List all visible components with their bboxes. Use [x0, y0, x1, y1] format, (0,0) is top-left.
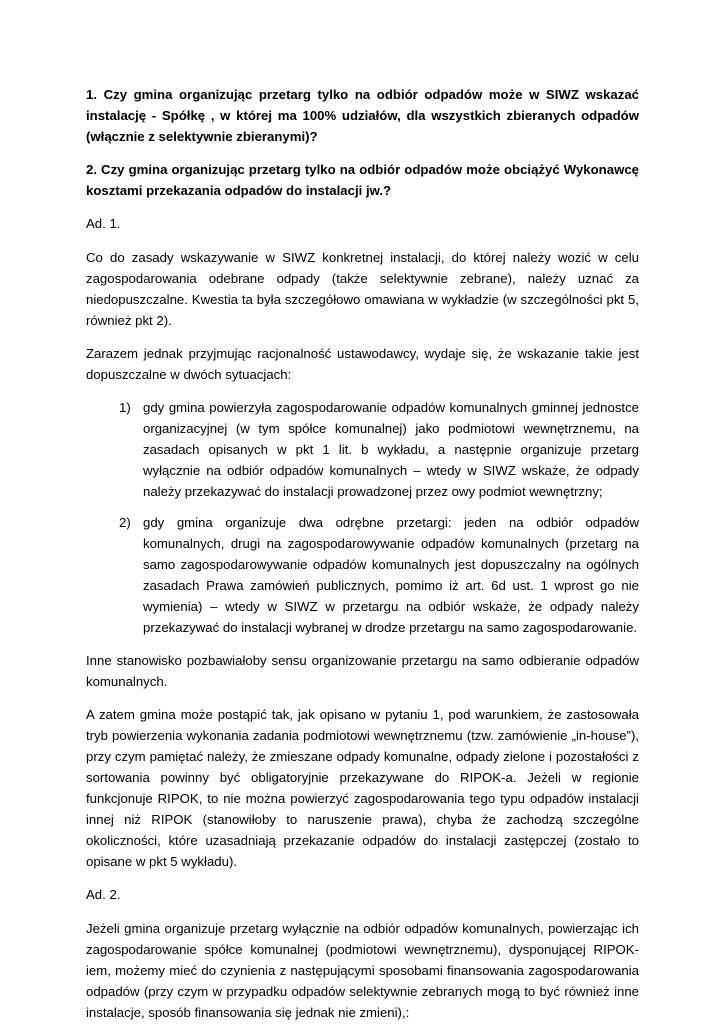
ad2-heading: Ad. 2.	[86, 887, 121, 902]
ad1-paragraph-4: A zatem gmina może postąpić tak, jak opisano w pytaniu 1, pod warunkiem, że zastosowała tryb powierzenia wykonania zadania podmiotowi wewnętrznemu (tzw. zamówienie „in-house”), przy czym pamiętać należy, że zmieszane odpady komunalne, odpady zielone i pozostałości z sortowania powinny być obligatoryjnie przekazywane do RIPOK-a. Jeżeli w regionie funkcjonuje RIPOK, to nie można powierzyć zagospodarowania tego typu odpadów instalacji innej niż RIPOK (stanowiłoby to naruszenie prawa), chyba że zachodzą szczególne okoliczności, które uzasadniają przekazanie odpadów do instalacji zastępczej (zostało to opisane w pkt 5 wykładu).	[86, 707, 639, 869]
ad1-paragraph-3: Inne stanowisko pozbawiałoby sensu organizowanie przetargu na samo odbieranie odpadów komunalnych.	[86, 653, 639, 689]
ad1-paragraph-2: Zarazem jednak przyjmując racjonalność ustawodawcy, wydaje się, że wskazanie takie jest dopuszczalne w dwóch sytuacjach:	[86, 346, 639, 382]
question-1: 1. Czy gmina organizując przetarg tylko na odbiór odpadów może w SIWZ wskazać instalację - Spółkę , w której ma 100% udziałów, dla wszystkich zbieranych odpadów (włącznie z selektywnie zbieranymi)?	[86, 87, 639, 144]
list-item	[119, 397, 639, 502]
list-item-number: 1)	[119, 400, 131, 415]
list-item	[119, 512, 639, 638]
list-item-text: gdy gmina organizuje dwa odrębne przetargi: jeden na odbiór odpadów komunalnych, drugi na zagospodarowywanie odpadów komunalnych (przetarg na samo zagospodarowywanie odpadów komunalnych jest dopuszczalny na ogólnych zasadach Prawa zamówień publicznych, pomimo iż art. 6d ust. 1 wprost go nie wymienia) – wtedy w SIWZ w przetargu na odbiór wskaże, że odpady należy przekazywać do instalacji wybranej w drodze przetargu na samo zagospodarowanie.	[143, 515, 639, 635]
ad1-paragraph-1: Co do zasady wskazywanie w SIWZ konkretnej instalacji, do której należy wozić w celu zagospodarowania odebrane odpady (także selektywnie zebrane), należy uznać za niedopuszczalne. Kwestia ta była szczegółowo omawiana w wykładzie (w szczególności pkt 5, również pkt 2).	[86, 250, 639, 328]
ad2-paragraph-1: Jeżeli gmina organizuje przetarg wyłącznie na odbiór odpadów komunalnych, powierzając ich zagospodarowanie spółce komunalnej (podmiotowi wewnętrznemu), dysponującej RIPOK-iem, możemy mieć do czynienia z następującymi sposobami finansowania zagospodarowania odpadów (przy czym w przypadku odpadów selektywnie zebranych mogą to być również inne instalacje, sposób finansowania się jednak nie zmieni),:	[86, 921, 639, 1020]
list-item-number: 2)	[119, 515, 131, 530]
question-2: 2. Czy gmina organizując przetarg tylko na odbiór odpadów może obciążyć Wykonawcę kosztami przekazania odpadów do instalacji jw.?	[86, 162, 639, 198]
situations-list	[86, 397, 639, 638]
ad1-heading: Ad. 1.	[86, 216, 121, 231]
list-item-text: gdy gmina powierzyła zagospodarowanie odpadów komunalnych gminnej jednostce organizacyjnej (w tym spółce komunalnej) jako podmiotowi wewnętrznemu, na zasadach opisanych w pkt 1 lit. b wykładu, a następnie organizuje przetarg wyłącznie na odbiór odpadów komunalnych – wtedy w SIWZ wskaże, że odpady należy przekazywać do instalacji prowadzonej przez owy podmiot wewnętrzny;	[143, 400, 639, 499]
